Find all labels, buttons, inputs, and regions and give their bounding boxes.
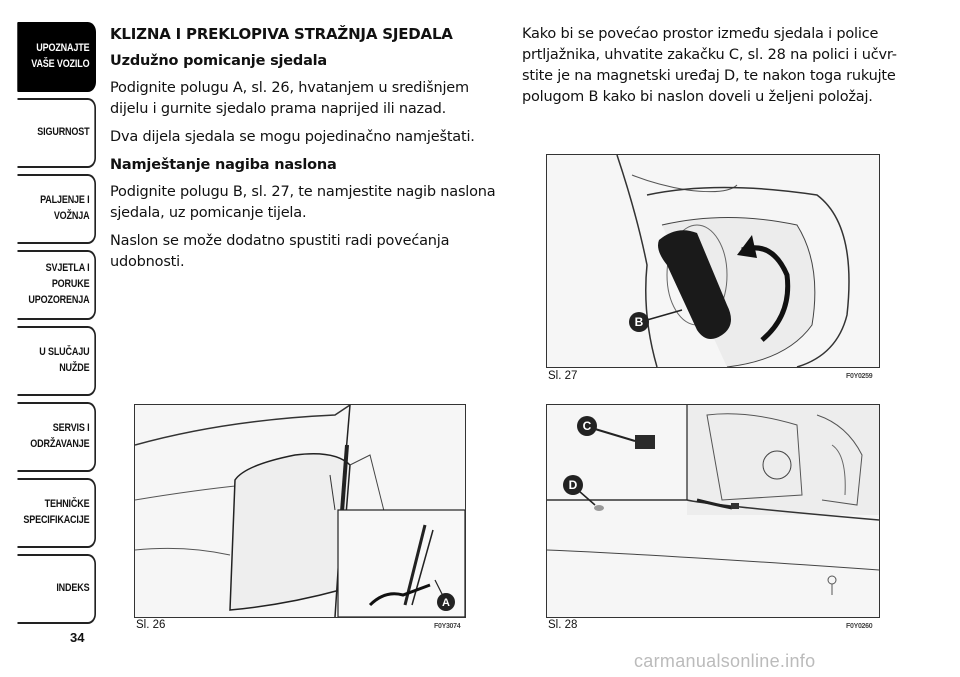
shelf-hook-illustration (547, 405, 879, 617)
section-heading: KLIZNA I PREKLOPIVA STRAŽNJA SJEDALA (110, 25, 453, 43)
tab-label: PALJENJE I VOŽNJA (40, 194, 90, 222)
callout-b: B (634, 315, 644, 329)
seat-illustration (135, 405, 465, 617)
callout-a: A (442, 597, 450, 609)
paragraph: Dva dijela sjedala se mogu pojedinačno namještati. (110, 129, 475, 145)
tab-label: SERVIS I ODRŽAVANJE (30, 422, 90, 450)
tab-label: INDEKS (56, 582, 90, 595)
watermark: carmanualsonline.info (634, 651, 816, 671)
tab-label: UPOZNAJTE VAŠE VOZILO (31, 42, 90, 70)
tab-u-slucaju-nuzde[interactable] (17, 326, 96, 396)
figure-28-code: F0Y0260 (846, 623, 873, 630)
tab-tehnicke-specifikacije[interactable] (17, 478, 96, 548)
callout-d: D (568, 478, 578, 492)
figure-27-caption: Sl. 27 (548, 370, 578, 382)
figure-27-code: F0Y0259 (846, 373, 873, 380)
subheading-longitudinal: Uzdužno pomicanje sjedala (110, 53, 328, 69)
paragraph: Naslon se može dodatno spustiti radi povećanja udobnosti. (110, 233, 450, 270)
figure-28-shelf-hook (546, 404, 880, 618)
tab-label: SVJETLA I PORUKE UPOZORENJA (28, 262, 90, 306)
tab-label: TEHNIČKE SPECIFIKACIJE (23, 498, 90, 526)
figure-26-seat-lever (134, 404, 466, 618)
paragraph: Podignite polugu A, sl. 26, hvatanjem u središnjem dijelu i gurnite sjedalo prama naprijed ili nazad. (110, 80, 469, 117)
right-text-column (522, 24, 908, 115)
paragraph: Kako bi se povećao prostor između sjedala i police prtljažnika, uhvatite zakačku C, sl. 28 na polici i učvr-stite je na magnetski uređaj D, te nakon toga rukujte polugom B kako bi naslon doveli u željeni položaj. (522, 26, 897, 105)
tab-svjetla-i-poruke[interactable] (17, 250, 96, 320)
paragraph: Podignite polugu B, sl. 27, te namjestite nagib naslona sjedala, uz pomicanje tijela. (110, 184, 496, 221)
tab-label: SIGURNOST (37, 126, 90, 139)
figure-28-caption: Sl. 28 (548, 619, 578, 631)
tab-paljenje-i-voznja[interactable] (17, 174, 96, 244)
left-text-column (110, 24, 496, 280)
page-number: 34 (70, 630, 85, 645)
tab-indeks[interactable] (17, 554, 96, 624)
figure-26-code: F0Y3074 (434, 623, 461, 630)
tab-sigurnost[interactable] (17, 98, 96, 168)
backrest-lever-illustration (547, 155, 879, 367)
callout-c: C (582, 419, 592, 433)
subheading-backrest: Namještanje nagiba naslona (110, 157, 337, 173)
figure-26-caption: Sl. 26 (136, 619, 166, 631)
tab-servis-i-odrzavanje[interactable] (17, 402, 96, 472)
tab-upoznajte-vase-vozilo[interactable] (17, 22, 96, 92)
tab-label: U SLUČAJU NUŽDE (39, 346, 90, 374)
figure-27-backrest-lever (546, 154, 880, 368)
